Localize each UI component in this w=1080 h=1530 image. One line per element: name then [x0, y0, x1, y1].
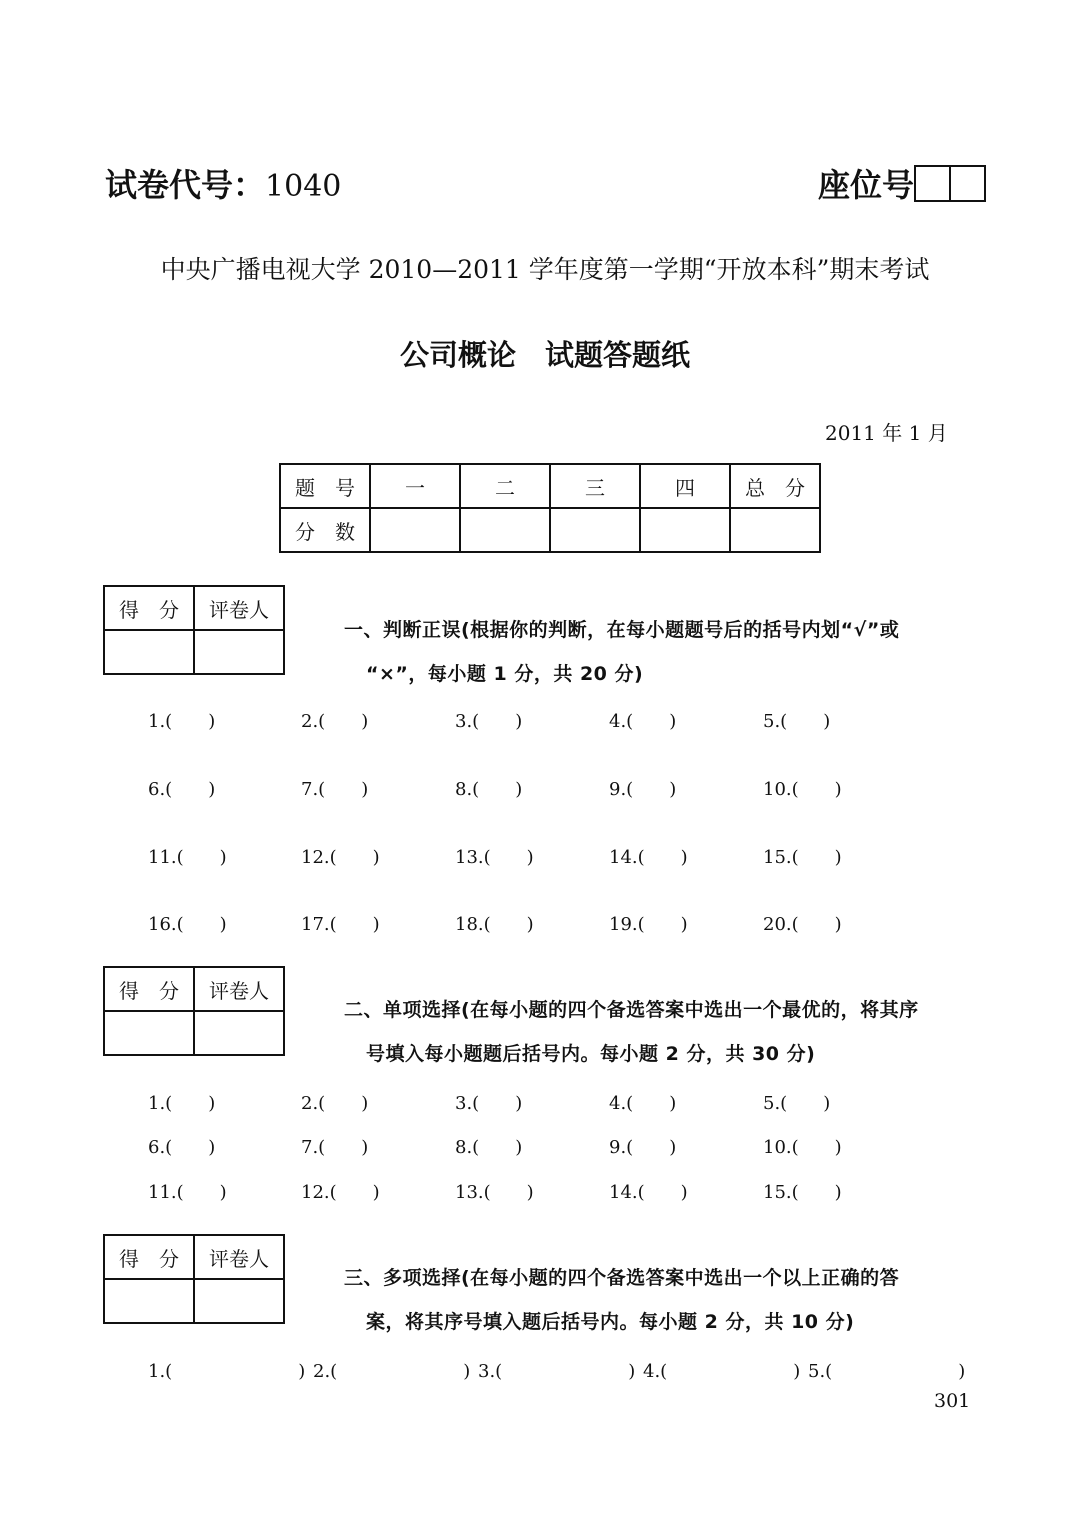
- answer-blank[interactable]: 7.( ): [301, 779, 369, 800]
- answer-blank[interactable]: 13.( ): [455, 1182, 534, 1203]
- section-2-line2: 号填入每小题题后括号内。每小题 2 分，共 30 分): [366, 1043, 816, 1065]
- answer-blank[interactable]: 18.( ): [455, 914, 534, 935]
- answer-blank[interactable]: 1.( ): [148, 1093, 216, 1114]
- answer-blank[interactable]: 3.( ): [455, 1093, 523, 1114]
- section-2-line1: 二、单项选择(在每小题的四个备选答案中选出一个最优的，将其序: [344, 999, 919, 1021]
- section-1-line2: “×”，每小题 1 分，共 20 分): [366, 663, 644, 685]
- grader-reviewer-cell[interactable]: [194, 630, 284, 674]
- score-table: [279, 463, 821, 553]
- grader-box: [103, 1234, 285, 1324]
- answer-blank[interactable]: 14.( ): [609, 847, 688, 868]
- grader-score-label: 得 分: [104, 586, 194, 630]
- score-table-header-row: [280, 464, 820, 508]
- answer-blank[interactable]: 5.( ): [763, 711, 831, 732]
- exam-code: [105, 160, 341, 206]
- answer-blank[interactable]: 3.( ): [478, 1361, 636, 1382]
- exam-date: 2011 年 1 月: [825, 421, 948, 445]
- answer-blank[interactable]: 6.( ): [148, 1137, 216, 1158]
- grader-reviewer-label: 评卷人: [194, 967, 284, 1011]
- answer-blank[interactable]: 5.( ): [763, 1093, 831, 1114]
- exam-code-label: 试卷代号：: [105, 166, 266, 204]
- answer-blank[interactable]: 7.( ): [301, 1137, 369, 1158]
- score-header-cell: 三: [550, 464, 640, 508]
- answer-blank[interactable]: 2.( ): [301, 711, 369, 732]
- seat-number-boxes: [916, 165, 986, 202]
- score-header-cell: 二: [460, 464, 550, 508]
- grader-reviewer-cell[interactable]: [194, 1011, 284, 1055]
- grader-box: [103, 966, 285, 1056]
- answer-blank[interactable]: 12.( ): [301, 1182, 380, 1203]
- score-cell[interactable]: [730, 508, 820, 552]
- answer-blank[interactable]: 9.( ): [609, 1137, 677, 1158]
- score-table-value-row: [280, 508, 820, 552]
- answer-blank[interactable]: 15.( ): [763, 847, 842, 868]
- answer-blank[interactable]: 2.( ): [301, 1093, 369, 1114]
- score-header-cell: 一: [370, 464, 460, 508]
- answer-blank[interactable]: 3.( ): [455, 711, 523, 732]
- page-title: 公司概论 试题答题纸: [399, 338, 690, 372]
- answer-blank[interactable]: 1.( ): [148, 1361, 306, 1382]
- answer-blank[interactable]: 8.( ): [455, 1137, 523, 1158]
- seat-box[interactable]: [949, 165, 986, 202]
- answer-blank[interactable]: 4.( ): [609, 1093, 677, 1114]
- answer-blank[interactable]: 5.( ): [808, 1361, 966, 1382]
- section-3-line2: 案，将其序号填入题后括号内。每小题 2 分，共 10 分): [366, 1311, 855, 1333]
- grader-score-cell[interactable]: [104, 630, 194, 674]
- score-cell[interactable]: [460, 508, 550, 552]
- seat-number-label: 座位号: [818, 166, 915, 204]
- grader-reviewer-cell[interactable]: [194, 1279, 284, 1323]
- score-cell[interactable]: [640, 508, 730, 552]
- answer-blank[interactable]: 10.( ): [763, 1137, 842, 1158]
- score-row-label: 分 数: [280, 508, 370, 552]
- answer-blank[interactable]: 9.( ): [609, 779, 677, 800]
- answer-blank[interactable]: 16.( ): [148, 914, 227, 935]
- section-3-line1: 三、多项选择(在每小题的四个备选答案中选出一个以上正确的答: [344, 1267, 900, 1289]
- section-1-instructions: [344, 608, 899, 696]
- grader-reviewer-label: 评卷人: [194, 586, 284, 630]
- score-cell[interactable]: [550, 508, 640, 552]
- answer-blank[interactable]: 15.( ): [763, 1182, 842, 1203]
- exam-subtitle: 中央广播电视大学 2010—2011 学年度第一学期“开放本科”期末考试: [160, 255, 930, 284]
- grader-score-label: 得 分: [104, 967, 194, 1011]
- answer-blank[interactable]: 19.( ): [609, 914, 688, 935]
- answer-blank[interactable]: 8.( ): [455, 779, 523, 800]
- seat-box[interactable]: [914, 165, 951, 202]
- answer-blank[interactable]: 2.( ): [313, 1361, 471, 1382]
- grader-score-cell[interactable]: [104, 1279, 194, 1323]
- score-header-cell: 四: [640, 464, 730, 508]
- grader-score-label: 得 分: [104, 1235, 194, 1279]
- answer-blank[interactable]: 11.( ): [148, 847, 227, 868]
- page-number: 301: [934, 1390, 971, 1412]
- grader-score-cell[interactable]: [104, 1011, 194, 1055]
- grader-reviewer-label: 评卷人: [194, 1235, 284, 1279]
- score-header-cell: 题 号: [280, 464, 370, 508]
- answer-blank[interactable]: 20.( ): [763, 914, 842, 935]
- exam-code-number: 1040: [265, 169, 342, 204]
- answer-blank[interactable]: 14.( ): [609, 1182, 688, 1203]
- answer-blank[interactable]: 1.( ): [148, 711, 216, 732]
- answer-blank[interactable]: 4.( ): [609, 711, 677, 732]
- section-2-instructions: [344, 988, 919, 1076]
- seat-number: [818, 160, 986, 206]
- answer-blank[interactable]: 12.( ): [301, 847, 380, 868]
- answer-blank[interactable]: 13.( ): [455, 847, 534, 868]
- score-header-cell: 总 分: [730, 464, 820, 508]
- section-1-line1: 一、判断正误(根据你的判断，在每小题题号后的括号内划“√”或: [344, 619, 900, 641]
- grader-box: [103, 585, 285, 675]
- answer-blank[interactable]: 4.( ): [643, 1361, 801, 1382]
- answer-blank[interactable]: 10.( ): [763, 779, 842, 800]
- score-cell[interactable]: [370, 508, 460, 552]
- answer-blank[interactable]: 17.( ): [301, 914, 380, 935]
- answer-blank[interactable]: 11.( ): [148, 1182, 227, 1203]
- answer-blank[interactable]: 6.( ): [148, 779, 216, 800]
- section-3-instructions: [344, 1256, 899, 1344]
